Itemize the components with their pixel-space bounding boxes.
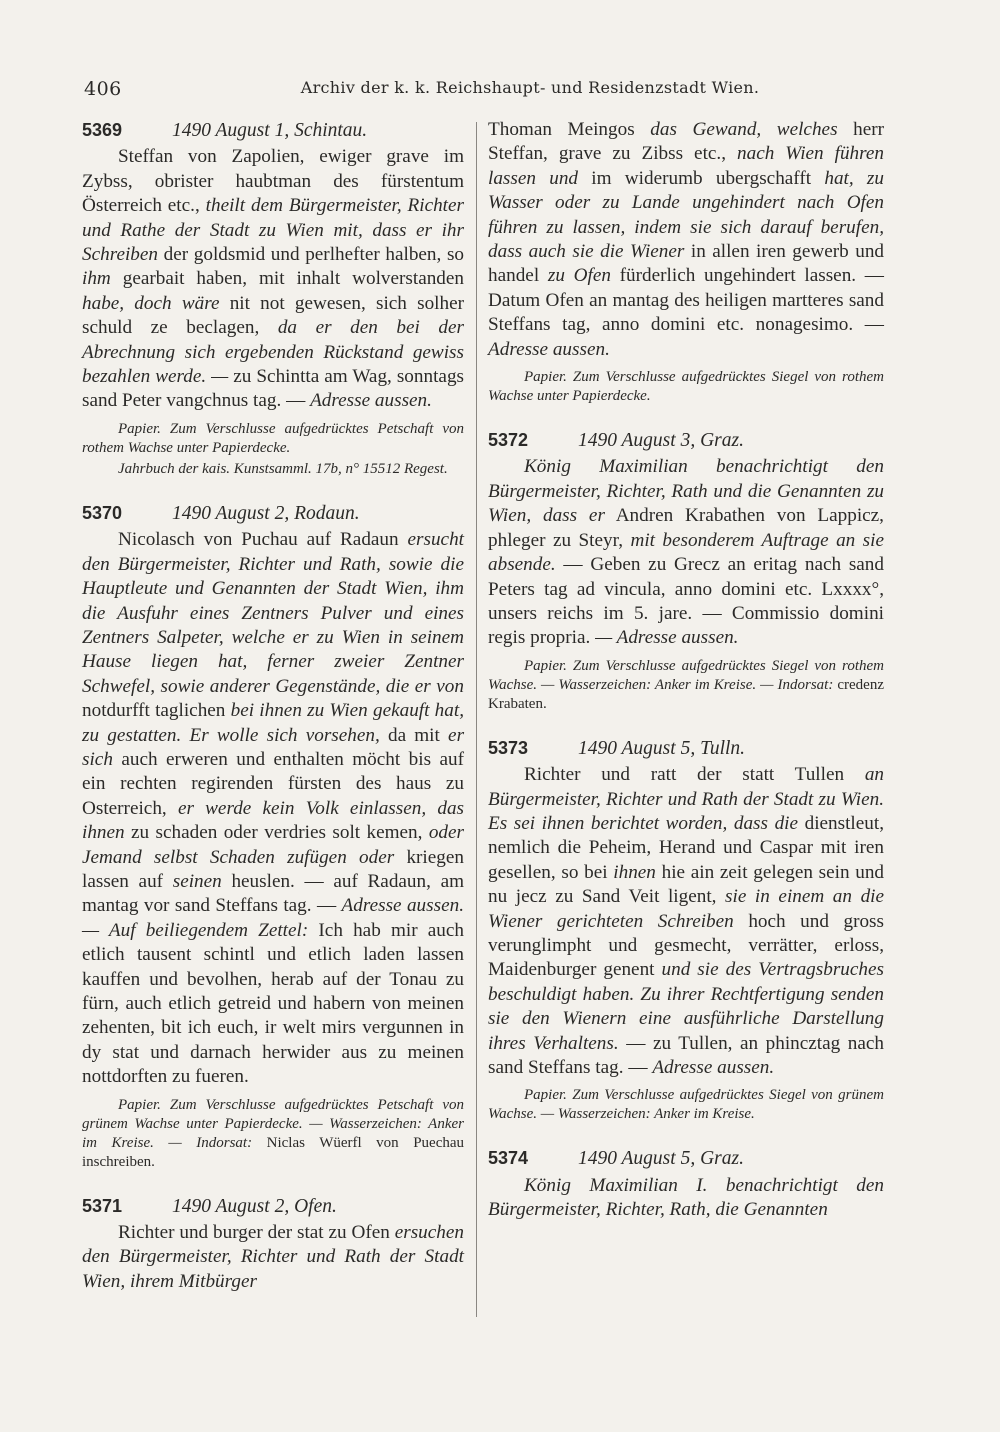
- entry-5374: [488, 1146, 884, 1222]
- italic-run: ersuchen den Bürgermeister, Richter und Rath der Stadt Wien, ihrem Mitbürger: [82, 1222, 464, 1292]
- italic-run: er sich: [82, 724, 465, 770]
- italic-run: an Bürgermeister, Richter und Rath der Stadt zu Wien. Es sei ihnen berichtet worden, dass die: [488, 764, 884, 834]
- entry-number: 5374: [488, 1148, 529, 1169]
- entry-date: 1490 August 2, Ofen.: [172, 1195, 337, 1217]
- italic-run: nach Wien führen lassen und: [488, 143, 885, 189]
- entry-body: [488, 763, 884, 1080]
- entry-number: 5369: [82, 120, 123, 140]
- text-run: gearbait haben, mit inhalt wolverstanden: [122, 268, 465, 290]
- entry-date: 1490 August 5, Tulln.: [578, 737, 746, 759]
- note-text: Papier. Zum Verschlusse aufgedrücktes Siegel von rothem Wachse. — Wasserzeichen: Anker im Kreise. — Indorsat:: [488, 657, 884, 693]
- entry-date: 1490 August 1, Schintau.: [172, 120, 368, 141]
- text-run: der goldsmid und perlhefter halben, so: [163, 244, 465, 266]
- running-title: Archiv der k. k. Reichshaupt- und Residenzstadt Wien.: [300, 78, 760, 97]
- entry-number: 5372: [488, 430, 529, 451]
- italic-run: König Maximilian I. benachrichtigt den Bürgermeister, Richter, Rath, die Genannten: [488, 1174, 884, 1221]
- right-column: [488, 118, 884, 1245]
- entry-body: [488, 455, 884, 650]
- text-run: Thoman Meingos: [488, 119, 635, 140]
- italic-run: Adresse aussen.: [488, 338, 610, 360]
- left-column: [82, 118, 464, 1316]
- text-run: kriegen lassen auf: [82, 846, 464, 892]
- italic-run: habe, doch wäre: [82, 292, 220, 314]
- text-run: Richter und ratt der statt Tullen: [524, 764, 845, 786]
- entry-header: [82, 118, 464, 143]
- entry-5373: [488, 736, 884, 1125]
- page-number: 406: [84, 78, 122, 100]
- entry-note: Papier. Zum Verschlusse aufgedrücktes Petschaft von rothem Wachse unter Papierdecke.: [82, 420, 464, 456]
- entry-body: [82, 528, 464, 1089]
- text-run: Nicolasch von Puchau auf Radaun: [118, 529, 399, 551]
- italic-run: seinen: [172, 870, 222, 892]
- entry-5371: [82, 1194, 464, 1295]
- text-run: Steffan von Zapolien, ewiger grave im Zybss, obrister haubtman des fürstentum Österreich etc.,: [82, 146, 464, 217]
- text-run: hoch und gross verunglimpht und gesmecht, verrätter, erloss, Maidenburger genent: [488, 910, 884, 981]
- entry-note: Papier. Zum Verschlusse aufgedrücktes Siegel von grünem Wachse. — Wasserzeichen: Anker im Kreise.: [488, 1087, 884, 1123]
- italic-run: ersucht den Bürgermeister, Richter und Rath, sowie die Hauptleute und Genannten der Stadt Wien, ihm die Ausfuhr eines Zentners Pulver und eines Zentners Salpeter, welche er zu Wien in seinem Hause liegen hat, ferner zweier Zentner Schwefel, sowie anderer Gegenstände, die er von: [82, 529, 465, 697]
- italic-run: bei ihnen zu Wien gekauft hat, zu gestatten. Er wolle sich vorsehen,: [82, 700, 464, 746]
- entry-header: [488, 1146, 884, 1171]
- note-indorsat: Niclas Wüerfl von Puechau inschreiben.: [82, 1134, 465, 1170]
- entry-date: 1490 August 5, Graz.: [578, 1148, 744, 1170]
- entry-body-start: [488, 1174, 884, 1223]
- entry-header: [488, 428, 884, 453]
- italic-run: theilt dem Bürgermeister, Richter und Rathe der Stadt zu Wien mit, dass er ihr Schreiben: [82, 195, 464, 266]
- text-run: hie ain zeit gelegen sein und nu jecz zu Sand Veit ligent,: [488, 861, 885, 908]
- italic-run: da er den bei der Abrechnung sich ergebenden Rückstand gewiss bezahlen werde. —: [82, 317, 464, 388]
- italic-run: er werde kein Volk einlassen, das ihnen: [82, 797, 465, 844]
- italic-run: und sie des Vertragsbruches beschuldigt haben. Zu ihrer Rechtfertigung senden sie den Wienern eine ausführliche Darstellung ihres Verhaltens.: [488, 959, 884, 1054]
- italic-run: sie in einem an die Wiener gerichteten Schreiben: [488, 886, 885, 932]
- italic-run: — Adresse aussen.: [595, 627, 739, 649]
- text-run: — Geben zu Grecz an eritag nach sand Peters tag ad vincula, anno domini etc. Lxxxx°, unsers reichs im 5. jare. — Commissio domini regis propria.: [488, 554, 884, 649]
- italic-run: oder Jemand selbst Schaden zufügen oder: [82, 822, 464, 868]
- entry-date: 1490 August 2, Rodaun.: [172, 502, 360, 524]
- entry-number: 5370: [82, 502, 123, 523]
- entry-number: 5371: [82, 1195, 123, 1216]
- entry-5371-continued: [488, 118, 884, 406]
- entry-body-start: [82, 1221, 464, 1294]
- text-run: nit not gewesen, sich solher schuld ze beclagen,: [82, 292, 464, 339]
- italic-run: Adresse aussen.: [310, 390, 432, 412]
- entry-header: [488, 736, 884, 761]
- entry-5369: [82, 118, 464, 479]
- entry-number: 5373: [488, 737, 529, 758]
- text-run: Andren Krabathen von Lappicz, phleger zu Steyr,: [488, 505, 884, 551]
- entry-note: Papier. Zum Verschlusse aufgedrücktes Siegel von rothem Wachse unter Papierdecke.: [488, 369, 884, 405]
- italic-run: Adresse aussen. — Auf beiliegendem Zettel:: [82, 895, 464, 941]
- text-run: auch erweren und enthalten möcht bis auf ein rechten regirenden fürsten des haus zu Osterreich,: [82, 748, 464, 819]
- entry-reference: Jahrbuch der kais. Kunstsamml. 17b, n° 15512 Regest.: [118, 460, 448, 477]
- entry-body-continued: [488, 118, 884, 362]
- text-run: heuslen. — auf Radaun, am mantag vor sand Steffans tag. —: [82, 870, 465, 917]
- text-run: zu schaden oder verdries solt kemen,: [131, 822, 423, 844]
- note-text: Papier. Zum Verschlusse aufgedrücktes Petschaft von grünem Wachse unter Papierdecke. — Wasserzeichen: Anker im Kreise. — Indorsat:: [82, 1096, 464, 1151]
- text-run: dienstleut, nemlich die Peheim, Herand und Caspar mit iren gesellen, so bei: [488, 812, 884, 883]
- entry-note: [488, 657, 884, 714]
- italic-run: mit besonderem Auftrage an sie absende.: [488, 529, 884, 576]
- text-run: da mit: [387, 724, 440, 746]
- text-run: Ich hab mir auch etlich tausent schintl und etlich laden lassen kauffen und bevolhen, herab auf der Tonau zu fürn, auch etlich getreid und habern von meinen zehenten, bit ich euch, ir welt mirs vergunnen in dy stat und darnach herwider aus zu meinen nottdorften zu fueren.: [82, 919, 464, 1088]
- text-run: fürderlich ungehindert lassen. — Datum Ofen an mantag des heiligen martteres sand Steffans tag, anno domini etc. nonagesimo. —: [488, 265, 884, 336]
- text-run: notdurfft taglichen: [82, 700, 226, 722]
- note-indorsat: credenz Krabaten.: [488, 676, 884, 712]
- text-run: — zu Tullen, an phincztag nach sand Steffans tag. —: [488, 1032, 885, 1078]
- entry-header: [82, 1194, 464, 1219]
- entry-header: [82, 501, 464, 526]
- entry-note: [82, 1096, 464, 1172]
- entry-body: [82, 145, 464, 413]
- text-run: zu Schintta am Wag, sonntags sand Peter vangchnus tag. —: [82, 366, 464, 412]
- italic-run: ihnen: [613, 861, 656, 883]
- italic-run: König Maximilian benachrichtigt den Bürgermeister, Richter, Rath und die Genannten zu Wien, dass er: [488, 456, 884, 527]
- entry-5372: [488, 428, 884, 714]
- text-run: Richter und burger der stat zu Ofen: [118, 1222, 390, 1244]
- column-divider: [476, 122, 477, 1317]
- italic-run: hat, zu Wasser oder zu Lande ungehindert nach Ofen führen zu lassen, indem sie sich darauf berufen, dass auch sie die Wiener: [488, 167, 884, 263]
- text-run: im widerumb ubergschafft: [591, 167, 812, 189]
- italic-run: ihm: [82, 268, 111, 290]
- entry-date: 1490 August 3, Graz.: [578, 430, 744, 452]
- text-run: herr Steffan, grave zu Zibss etc.,: [488, 119, 884, 165]
- italic-run: zu Ofen: [547, 265, 611, 287]
- text-run: in allen iren gewerb und handel: [488, 241, 885, 287]
- entry-5370: [82, 501, 464, 1172]
- italic-run: das Gewand, welches: [650, 119, 838, 140]
- italic-run: Adresse aussen.: [652, 1057, 775, 1078]
